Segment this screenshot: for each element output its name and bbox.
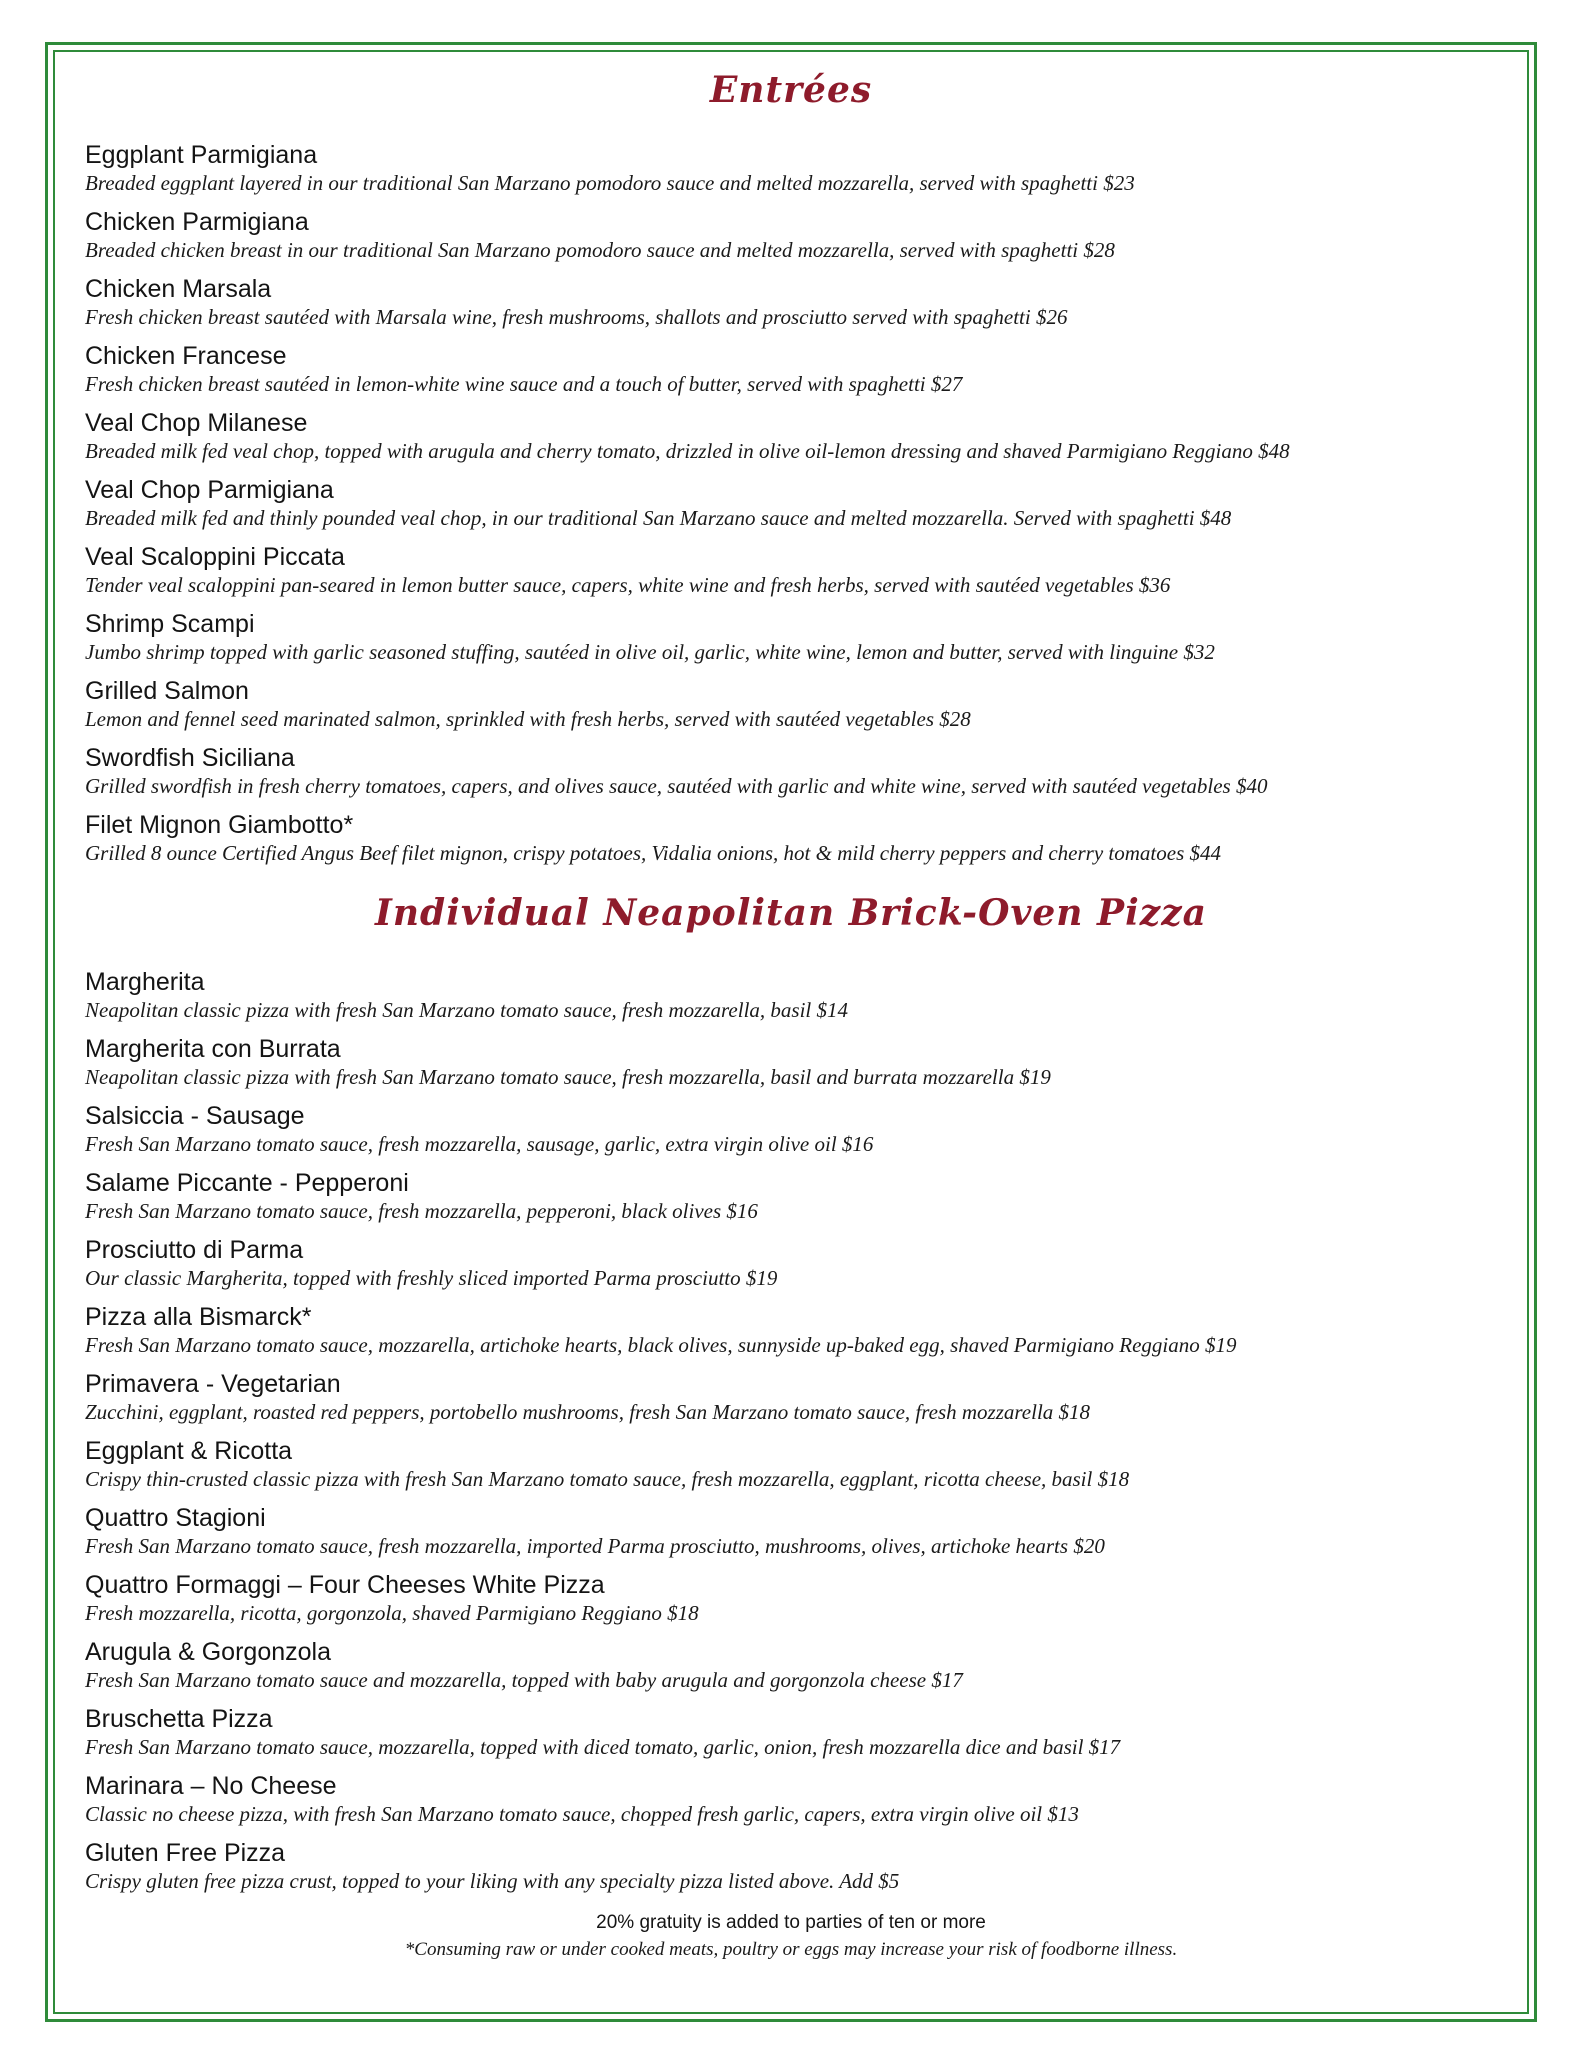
menu-item — [85, 1503, 1497, 1560]
menu-item — [85, 1369, 1497, 1426]
item-description: Grilled swordfish in fresh cherry tomatoes, capers, and olives sauce, sautéed with garlic and white wine, served with sautéed vegetables $40 — [85, 774, 1268, 798]
item-name: Chicken Francese — [85, 342, 287, 370]
item-name: Margherita — [85, 968, 205, 996]
item-description: Fresh San Marzano tomato sauce, mozzarella, topped with diced tomato, garlic, onion, fresh mozzarella dice and basil $17 — [85, 1735, 1121, 1759]
item-description: Fresh mozzarella, ricotta, gorgonzola, shaved Parmigiano Reggiano $18 — [85, 1601, 699, 1625]
menu-item — [85, 1838, 1497, 1895]
item-name: Filet Mignon Giambotto* — [85, 811, 354, 839]
item-price: $36 — [1138, 573, 1171, 597]
item-price: $17 — [1088, 1735, 1121, 1759]
menu-item — [85, 475, 1497, 532]
page-border-inner — [53, 50, 1529, 2014]
entrees-item-list — [85, 140, 1497, 867]
item-description: Neapolitan classic pizza with fresh San Marzano tomato sauce, fresh mozzarella, basil $14 — [85, 998, 849, 1022]
item-price: $28 — [1083, 238, 1115, 262]
item-name: Marinara – No Cheese — [85, 1772, 337, 1800]
item-name: Swordfish Siciliana — [85, 744, 295, 772]
item-name: Quattro Stagioni — [85, 1504, 266, 1532]
menu-item — [85, 341, 1497, 398]
item-name: Prosciutto di Parma — [85, 1236, 304, 1264]
menu-item — [85, 1168, 1497, 1225]
item-price: $18 — [1058, 1400, 1091, 1424]
item-name: Salsiccia - Sausage — [85, 1102, 305, 1130]
item-price: $19 — [745, 1266, 778, 1290]
item-name: Bruschetta Pizza — [85, 1705, 273, 1733]
item-description: Fresh San Marzano tomato sauce, fresh mozzarella, imported Parma prosciutto, mushrooms, olives, artichoke hearts $20 — [85, 1534, 1105, 1558]
menu-item — [85, 542, 1497, 599]
item-price: Add $5 — [839, 1869, 900, 1893]
item-price: $32 — [1183, 640, 1215, 664]
item-price: $17 — [931, 1668, 963, 1692]
item-description: Fresh chicken breast sautéed with Marsala wine, fresh mushrooms, shallots and prosciutto served with spaghetti $26 — [85, 305, 1068, 329]
item-price: $19 — [1205, 1333, 1237, 1357]
item-price: $18 — [667, 1601, 699, 1625]
item-description: Breaded milk fed and thinly pounded veal chop, in our traditional San Marzano sauce and melted mozzarella. Served with spaghetti $48 — [85, 506, 1232, 530]
menu-item — [85, 1704, 1497, 1761]
menu-item — [85, 1436, 1497, 1493]
menu-item — [85, 1637, 1497, 1694]
item-price: $28 — [939, 707, 971, 731]
item-name: Pizza alla Bismarck* — [85, 1303, 312, 1331]
item-name: Arugula & Gorgonzola — [85, 1638, 331, 1666]
item-price: $27 — [930, 372, 963, 396]
gratuity-note: 20% gratuity is added to parties of ten or more — [596, 1912, 986, 1933]
item-name: Primavera - Vegetarian — [85, 1370, 341, 1398]
item-price: $13 — [1047, 1802, 1079, 1826]
menu-item — [85, 743, 1497, 800]
item-price: $20 — [1073, 1534, 1105, 1558]
item-description: Breaded eggplant layered in our traditional San Marzano pomodoro sauce and melted mozzarella, served with spaghetti $23 — [85, 171, 1135, 195]
item-description: Fresh San Marzano tomato sauce, fresh mozzarella, pepperoni, black olives $16 — [85, 1199, 758, 1223]
menu-item — [85, 1034, 1497, 1091]
item-description: Neapolitan classic pizza with fresh San Marzano tomato sauce, fresh mozzarella, basil and burrata mozzarella $19 — [85, 1065, 1051, 1089]
menu-item — [85, 207, 1497, 264]
item-name: Eggplant Parmigiana — [85, 141, 318, 169]
item-price: $26 — [1035, 305, 1068, 329]
item-price: $16 — [841, 1132, 874, 1156]
item-name: Margherita con Burrata — [85, 1035, 341, 1063]
item-name: Chicken Parmigiana — [85, 208, 309, 236]
menu-item — [85, 140, 1497, 197]
item-name: Shrimp Scampi — [85, 610, 255, 638]
menu-item — [85, 408, 1497, 465]
item-price: $16 — [726, 1199, 758, 1223]
section-entrees — [85, 68, 1497, 867]
menu-item — [85, 274, 1497, 331]
consumer-advisory-note: *Consuming raw or under cooked meats, poultry or eggs may increase your risk of foodborne illness. — [404, 1939, 1178, 1960]
item-description: Crispy thin-crusted classic pizza with fresh San Marzano tomato sauce, fresh mozzarella, eggplant, ricotta cheese, basil $18 — [85, 1467, 1130, 1491]
item-name: Veal Chop Milanese — [85, 409, 308, 437]
menu-item — [85, 676, 1497, 733]
item-description: Tender veal scaloppini pan-seared in lemon butter sauce, capers, white wine and fresh herbs, served with sautéed vegetables $36 — [85, 573, 1171, 597]
item-name: Grilled Salmon — [85, 677, 249, 705]
item-name: Salame Piccante - Pepperoni — [85, 1169, 409, 1197]
section-title-entrees: Entrées — [709, 69, 873, 111]
item-description: Grilled 8 ounce Certified Angus Beef filet mignon, crispy potatoes, Vidalia onions, hot & mild cherry peppers and cherry tomatoes $44 — [85, 841, 1221, 865]
item-description: Jumbo shrimp topped with garlic seasoned stuffing, sautéed in olive oil, garlic, white wine, lemon and butter, served with linguine $32 — [85, 640, 1215, 664]
item-name: Eggplant & Ricotta — [85, 1437, 293, 1465]
menu-item — [85, 1302, 1497, 1359]
page-border-frame — [45, 42, 1537, 2022]
item-description: Fresh San Marzano tomato sauce, mozzarella, artichoke hearts, black olives, sunnyside up-baked egg, shaved Parmigiano Reggiano $19 — [85, 1333, 1237, 1357]
item-price: $48 — [1258, 439, 1290, 463]
item-price: $40 — [1235, 774, 1268, 798]
item-description: Lemon and fennel seed marinated salmon, sprinkled with fresh herbs, served with sautéed vegetables $28 — [85, 707, 971, 731]
menu-item — [85, 1570, 1497, 1627]
item-price: $14 — [816, 998, 849, 1022]
item-price: $18 — [1097, 1467, 1130, 1491]
item-name: Chicken Marsala — [85, 275, 272, 303]
item-description: Crispy gluten free pizza crust, topped to your liking with any specialty pizza listed above. Add $5 — [85, 1869, 900, 1893]
menu-content — [55, 52, 1527, 1963]
item-description: Fresh chicken breast sautéed in lemon-white wine sauce and a touch of butter, served with spaghetti $27 — [85, 372, 963, 396]
item-name: Veal Scaloppini Piccata — [85, 543, 345, 571]
item-price: $23 — [1103, 171, 1135, 195]
item-price: $48 — [1199, 506, 1232, 530]
section-title-pizza: Individual Neapolitan Brick-Oven Pizza — [375, 892, 1207, 934]
item-name: Gluten Free Pizza — [85, 1839, 286, 1867]
menu-item — [85, 1101, 1497, 1158]
menu-item — [85, 967, 1497, 1024]
item-description: Breaded chicken breast in our traditional San Marzano pomodoro sauce and melted mozzarella, served with spaghetti $28 — [85, 238, 1115, 262]
item-description: Classic no cheese pizza, with fresh San Marzano tomato sauce, chopped fresh garlic, capers, extra virgin olive oil $13 — [85, 1802, 1079, 1826]
item-description: Our classic Margherita, topped with freshly sliced imported Parma prosciutto $19 — [85, 1266, 778, 1290]
section-pizza — [85, 889, 1497, 1895]
item-description: Breaded milk fed veal chop, topped with arugula and cherry tomato, drizzled in olive oil-lemon dressing and shaved Parmigiano Reggiano $48 — [85, 439, 1290, 463]
menu-item — [85, 609, 1497, 666]
menu-item — [85, 1235, 1497, 1292]
item-description: Fresh San Marzano tomato sauce, fresh mozzarella, sausage, garlic, extra virgin olive oil $16 — [85, 1132, 874, 1156]
footer — [85, 1909, 1497, 1963]
menu-item — [85, 810, 1497, 867]
item-description: Fresh San Marzano tomato sauce and mozzarella, topped with baby arugula and gorgonzola cheese $17 — [85, 1668, 963, 1692]
item-description: Zucchini, eggplant, roasted red peppers, portobello mushrooms, fresh San Marzano tomato sauce, fresh mozzarella $18 — [85, 1400, 1091, 1424]
item-name: Veal Chop Parmigiana — [85, 476, 334, 504]
item-price: $44 — [1189, 841, 1221, 865]
item-name: Quattro Formaggi – Four Cheeses White Pizza — [85, 1571, 605, 1599]
menu-item — [85, 1771, 1497, 1828]
pizza-item-list — [85, 967, 1497, 1895]
item-price: $19 — [1019, 1065, 1051, 1089]
